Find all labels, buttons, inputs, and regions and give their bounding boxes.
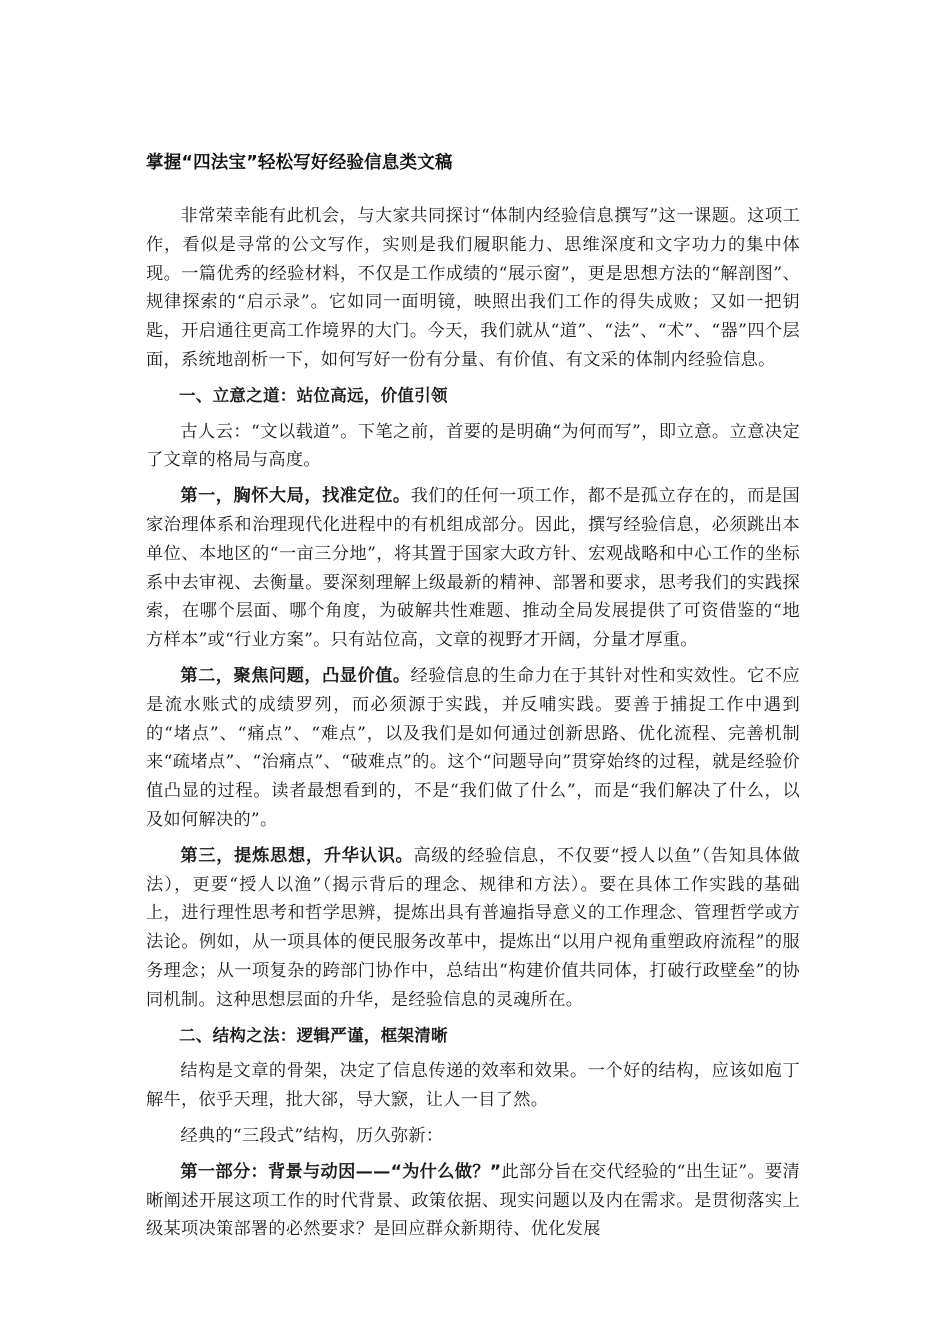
part-1-text: 此部分旨在交代经验的“出生证”。要清晰阐述开展这项工作的时代背景、政策依据、现实问题以及内在需求。是贯彻落实上级某项决策部署的必然要求？是回应群众新期待、优化发展 [146,1161,801,1240]
point-3-lead: 第三，提炼思想，升华认识。 [180,845,414,866]
point-2-text: 经验信息的生命力在于其针对性和实效性。它不应是流水账式的成绩罗列，而必须源于实践，并反哺实践。要善于捕捉工作中遇到的“堵点”、“痛点”、“难点”，以及我们是如何通过创新思路、优化流程、完善机制来“疏堵点”、“治痛点”、“破难点”的。这个“问题导向”贯穿始终的过程，就是经验价值凸显的过程。读者最想看到的，不是“我们做了什么”，而是“我们解决了什么，以及如何解决的”。 [146,665,800,830]
section-2-classic: 经典的“三段式”结构，历久弥新： [180,1125,444,1146]
intro-paragraph: 非常荣幸能有此机会，与大家共同探讨“体制内经验信息撰写”这一课题。这项工作，看似是寻常的公文写作，实则是我们履职能力、思维深度和文字功力的集中体现。一篇优秀的经验材料，不仅是工作成绩的“展示窗”，更是思想方法的“解剖图”、规律探索的“启示录”。它如同一面明镜，映照出我们工作的得失成败；又如一把钥匙，开启通往更高工作境界的大门。今天，我们就从“道”、“法”、“术”、“器”四个层面，系统地剖析一下，如何写好一份有分量、有价值、有文采的体制内经验信息。 [146,206,800,370]
point-1-lead: 第一，胸怀大局，找准定位。 [180,486,411,507]
point-1-text: 我们的任何一项工作，都不是孤立存在的，而是国家治理体系和治理现代化进程中的有机组成部分。因此，撰写经验信息，必须跳出本单位、本地区的“一亩三分地”，将其置于国家大政方针、宏观战略和中心工作的坐标系中去审视、去衡量。要深刻理解上级最新的精神、部署和要求，思考我们的实践探索，在哪个层面、哪个角度，为破解共性难题、推动全局发展提供了可资借鉴的“地方样本”或“行业方案”。只有站位高，文章的视野才开阔，分量才厚重。 [146,486,800,651]
section-2-heading: 二、结构之法：逻辑严谨，框架清晰 [179,1025,448,1045]
section-2-part-1 [146,1158,800,1244]
section-1-point-3 [146,842,800,1015]
part-1-lead: 第一部分：背景与动因——“为什么做？” [180,1161,502,1182]
point-2-lead: 第二，聚焦问题，凸显价值。 [180,665,411,686]
section-1-point-1 [146,482,800,655]
point-3-text: 高级的经验信息，不仅要“授人以鱼”（告知具体做法），更要“授人以渔”（揭示背后的理念、规律和方法）。要在具体工作实践的基础上，进行理性思考和哲学思辨，提炼出具有普遍指导意义的工作理念、管理哲学或方法论。例如，从一项具体的便民服务改革中，提炼出“以用户视角重塑政府流程”的服务理念；从一项复杂的跨部门协作中，总结出“构建价值共同体，打破行政壁垒”的协同机制。这种思想层面的升华，是经验信息的灵魂所在。 [146,845,800,1010]
document-title: 掌握“四法宝”轻松写好经验信息类文稿 [146,153,453,173]
section-1-point-2 [146,662,800,835]
section-1-intro: 古人云：“文以载道”。下笔之前，首要的是明确“为何而写”，即立意。立意决定了文章的格局与高度。 [146,421,800,471]
section-1-heading: 一、立意之道：站位高远，价值引领 [179,385,448,405]
section-2-intro: 结构是文章的骨架，决定了信息传递的效率和效果。一个好的结构，应该如庖丁解牛，依乎天理，批大郤，导大窾，让人一目了然。 [146,1061,800,1111]
